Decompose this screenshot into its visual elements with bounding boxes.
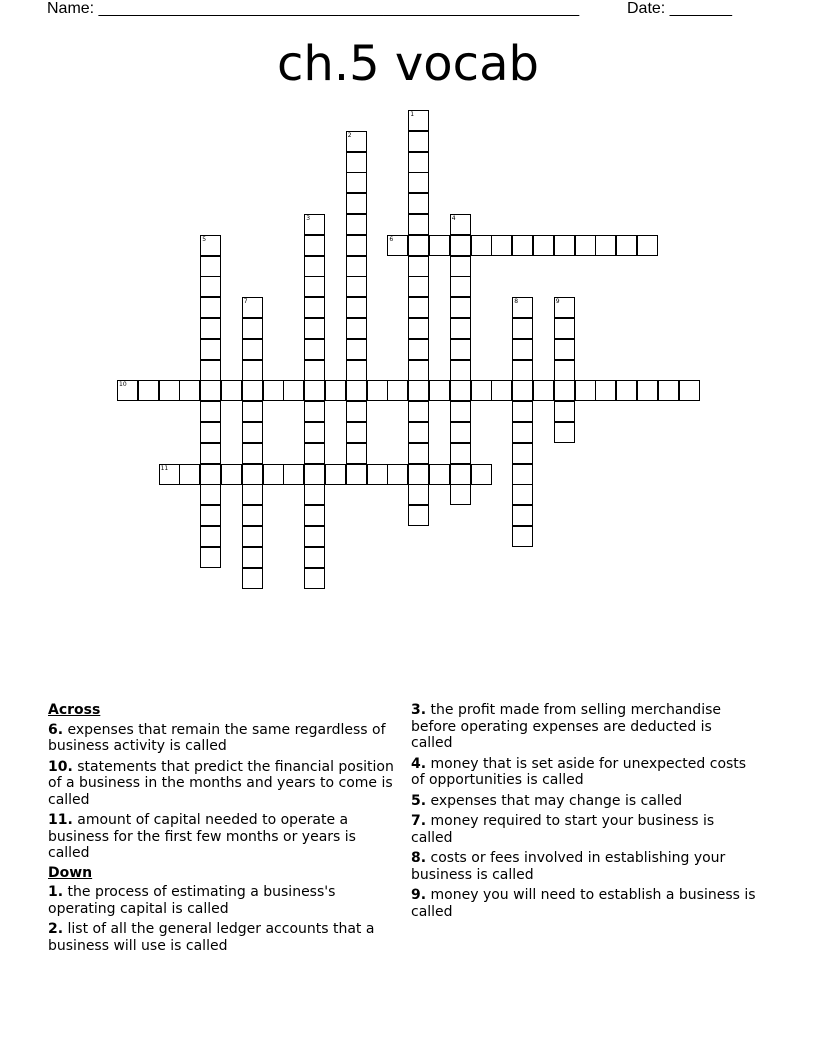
crossword-cell[interactable] bbox=[304, 443, 325, 464]
crossword-cell[interactable] bbox=[221, 464, 242, 485]
clue-text: money that is set aside for unexpected costs of opportunities is called bbox=[411, 755, 747, 788]
crossword-cell[interactable] bbox=[554, 235, 575, 256]
crossword-cell[interactable] bbox=[179, 380, 200, 401]
crossword-cell[interactable] bbox=[450, 360, 471, 381]
clues-column-right bbox=[411, 702, 756, 924]
crossword-cell[interactable] bbox=[304, 214, 325, 235]
crossword-cell[interactable] bbox=[408, 214, 429, 235]
crossword-cell[interactable] bbox=[200, 318, 221, 339]
crossword-cell[interactable] bbox=[242, 464, 263, 485]
across-heading: Across bbox=[48, 702, 101, 718]
crossword-cell[interactable] bbox=[138, 380, 159, 401]
crossword-cell[interactable] bbox=[242, 422, 263, 443]
page-title: ch.5 vocab bbox=[277, 36, 539, 92]
crossword-cell[interactable] bbox=[304, 256, 325, 277]
crossword-cell[interactable] bbox=[408, 318, 429, 339]
crossword-cell[interactable] bbox=[408, 484, 429, 505]
crossword-cell[interactable] bbox=[512, 505, 533, 526]
cell-number: 7 bbox=[243, 298, 248, 306]
crossword-cell[interactable] bbox=[304, 464, 325, 485]
crossword-cell[interactable] bbox=[387, 235, 408, 256]
crossword-cell[interactable] bbox=[408, 235, 429, 256]
clue-text: expenses that may change is called bbox=[430, 792, 683, 809]
crossword-cell[interactable] bbox=[450, 401, 471, 422]
clue-item bbox=[48, 921, 398, 954]
crossword-cell[interactable] bbox=[471, 464, 492, 485]
crossword-cell[interactable] bbox=[512, 484, 533, 505]
crossword-cell[interactable] bbox=[200, 484, 221, 505]
crossword-cell[interactable] bbox=[554, 422, 575, 443]
crossword-cell[interactable] bbox=[304, 318, 325, 339]
crossword-cell[interactable] bbox=[200, 360, 221, 381]
crossword-cell[interactable] bbox=[304, 526, 325, 547]
crossword-cell[interactable] bbox=[304, 422, 325, 443]
cell-number: 5 bbox=[202, 235, 207, 243]
crossword-cell[interactable] bbox=[512, 235, 533, 256]
crossword-cell[interactable] bbox=[304, 401, 325, 422]
clue-item bbox=[48, 722, 398, 755]
crossword-cell[interactable] bbox=[263, 380, 284, 401]
clue-number: 1. bbox=[48, 884, 64, 900]
crossword-cell[interactable] bbox=[512, 422, 533, 443]
date-field[interactable]: Date: _______ bbox=[627, 0, 732, 17]
crossword-cell[interactable] bbox=[450, 256, 471, 277]
crossword-cell[interactable] bbox=[595, 380, 616, 401]
crossword-cell[interactable] bbox=[346, 152, 367, 173]
crossword-cell[interactable] bbox=[512, 297, 533, 318]
clues-section bbox=[48, 702, 768, 962]
clue-item bbox=[411, 702, 756, 752]
cell-number: 1 bbox=[410, 111, 415, 118]
crossword-cell[interactable] bbox=[325, 464, 346, 485]
crossword-cell[interactable] bbox=[637, 235, 658, 256]
crossword-cell[interactable] bbox=[200, 339, 221, 360]
crossword-cell[interactable] bbox=[408, 360, 429, 381]
crossword-cell[interactable] bbox=[512, 339, 533, 360]
clue-text: the profit made from selling merchandise before operating expenses are deducted is called bbox=[411, 702, 721, 751]
crossword-cell[interactable] bbox=[408, 276, 429, 297]
crossword-cell[interactable] bbox=[346, 401, 367, 422]
clue-number: 6. bbox=[48, 721, 64, 738]
name-field[interactable]: Name: ______________________________________________________ bbox=[47, 0, 580, 17]
clue-number: 10. bbox=[48, 758, 73, 775]
crossword-cell[interactable] bbox=[304, 547, 325, 568]
clues-column-left bbox=[48, 702, 398, 958]
cell-number: 11 bbox=[160, 464, 169, 472]
crossword-cell[interactable] bbox=[346, 214, 367, 235]
crossword-cell[interactable] bbox=[512, 380, 533, 401]
crossword-cell[interactable] bbox=[346, 380, 367, 401]
crossword-cell[interactable] bbox=[242, 297, 263, 318]
crossword-cell[interactable] bbox=[512, 464, 533, 485]
down-heading: Down bbox=[48, 864, 93, 881]
crossword-cell[interactable] bbox=[429, 380, 450, 401]
crossword-cell[interactable] bbox=[554, 401, 575, 422]
down-clue-list bbox=[48, 884, 398, 954]
clue-number: 9. bbox=[411, 887, 427, 903]
clue-text: expenses that remain the same regardless of business activity is called bbox=[48, 721, 386, 754]
crossword-cell[interactable] bbox=[512, 401, 533, 422]
crossword-cell[interactable] bbox=[554, 297, 575, 318]
clue-number: 2. bbox=[48, 921, 64, 937]
crossword-cell[interactable] bbox=[512, 443, 533, 464]
clue-item bbox=[48, 812, 398, 862]
crossword-cell[interactable] bbox=[346, 464, 367, 485]
crossword-cell[interactable] bbox=[637, 380, 658, 401]
crossword-cell[interactable] bbox=[346, 297, 367, 318]
crossword-cell[interactable] bbox=[408, 256, 429, 277]
across-clue-list bbox=[48, 722, 398, 862]
clue-text: amount of capital needed to operate a business for the first few months or years is called bbox=[48, 812, 356, 861]
crossword-cell[interactable] bbox=[450, 318, 471, 339]
cell-number: 6 bbox=[389, 235, 394, 243]
crossword-cell[interactable] bbox=[346, 256, 367, 277]
crossword-cell[interactable] bbox=[450, 443, 471, 464]
clue-number: 4. bbox=[411, 755, 427, 772]
clue-text: list of all the general ledger accounts that a business will use is called bbox=[48, 921, 375, 954]
cell-number: 9 bbox=[555, 298, 560, 306]
crossword-cell[interactable] bbox=[200, 464, 221, 485]
clue-text: the process of estimating a business's operating capital is called bbox=[48, 884, 336, 917]
crossword-cell[interactable] bbox=[346, 193, 367, 214]
crossword-cell[interactable] bbox=[408, 464, 429, 485]
crossword-cell[interactable] bbox=[387, 464, 408, 485]
clue-text: statements that predict the financial position of a business in the months and years to come is called bbox=[48, 758, 394, 808]
crossword-cell[interactable] bbox=[450, 464, 471, 485]
crossword-cell[interactable] bbox=[512, 318, 533, 339]
crossword-cell[interactable] bbox=[616, 235, 637, 256]
cell-number: 8 bbox=[514, 298, 519, 306]
crossword-cell[interactable] bbox=[408, 172, 429, 193]
crossword-cell[interactable] bbox=[429, 235, 450, 256]
crossword-cell[interactable] bbox=[200, 380, 221, 401]
clue-item bbox=[411, 850, 756, 883]
cell-number: 10 bbox=[119, 381, 127, 389]
crossword-cell[interactable] bbox=[512, 360, 533, 381]
crossword-cell[interactable] bbox=[346, 276, 367, 297]
cell-number: 3 bbox=[306, 215, 311, 222]
crossword-cell[interactable] bbox=[408, 110, 429, 131]
clue-item bbox=[411, 887, 756, 920]
crossword-cell[interactable] bbox=[200, 401, 221, 422]
crossword-cell[interactable] bbox=[450, 297, 471, 318]
clue-number: 3. bbox=[411, 702, 427, 718]
crossword-cell[interactable] bbox=[242, 401, 263, 422]
crossword-cell[interactable] bbox=[304, 297, 325, 318]
crossword-cell[interactable] bbox=[408, 505, 429, 526]
crossword-cell[interactable] bbox=[408, 297, 429, 318]
crossword-cell[interactable] bbox=[429, 464, 450, 485]
crossword-cell[interactable] bbox=[242, 484, 263, 505]
crossword-cell[interactable] bbox=[159, 380, 180, 401]
crossword-cell[interactable] bbox=[408, 131, 429, 152]
crossword-cell[interactable] bbox=[450, 339, 471, 360]
crossword-cell[interactable] bbox=[200, 547, 221, 568]
crossword-cell[interactable] bbox=[242, 568, 263, 589]
crossword-cell[interactable] bbox=[242, 380, 263, 401]
crossword-cell[interactable] bbox=[200, 297, 221, 318]
crossword-cell[interactable] bbox=[450, 214, 471, 235]
clue-text: money you will need to establish a business is called bbox=[411, 887, 756, 920]
crossword-cell[interactable] bbox=[512, 526, 533, 547]
clue-item bbox=[411, 793, 756, 810]
clue-item bbox=[411, 813, 756, 846]
crossword-cell[interactable] bbox=[200, 235, 221, 256]
crossword-cell[interactable] bbox=[304, 360, 325, 381]
crossword-cell[interactable] bbox=[242, 360, 263, 381]
crossword-cell[interactable] bbox=[450, 484, 471, 505]
cell-number: 2 bbox=[347, 131, 352, 139]
crossword-cell[interactable] bbox=[346, 131, 367, 152]
crossword-cell[interactable] bbox=[346, 443, 367, 464]
crossword-cell[interactable] bbox=[408, 401, 429, 422]
crossword-cell[interactable] bbox=[595, 235, 616, 256]
crossword-cell[interactable] bbox=[554, 339, 575, 360]
crossword-cell[interactable] bbox=[200, 276, 221, 297]
clue-item bbox=[48, 884, 398, 917]
crossword-cell[interactable] bbox=[367, 380, 388, 401]
clue-number: 11. bbox=[48, 812, 73, 828]
crossword-cell[interactable] bbox=[450, 422, 471, 443]
crossword-cell[interactable] bbox=[200, 256, 221, 277]
crossword-cell[interactable] bbox=[159, 464, 180, 485]
crossword-cell[interactable] bbox=[242, 339, 263, 360]
crossword-cell[interactable] bbox=[117, 380, 138, 401]
crossword-cell[interactable] bbox=[304, 380, 325, 401]
clue-number: 8. bbox=[411, 850, 427, 866]
clue-number: 5. bbox=[411, 792, 427, 809]
crossword-cell[interactable] bbox=[200, 526, 221, 547]
crossword-cell[interactable] bbox=[408, 380, 429, 401]
clue-number: 7. bbox=[411, 813, 427, 829]
crossword-cell[interactable] bbox=[387, 380, 408, 401]
crossword-cell[interactable] bbox=[263, 464, 284, 485]
crossword-cell[interactable] bbox=[616, 380, 637, 401]
crossword-cell[interactable] bbox=[450, 235, 471, 256]
crossword-cell[interactable] bbox=[221, 380, 242, 401]
crossword-cell[interactable] bbox=[304, 276, 325, 297]
crossword-cell[interactable] bbox=[304, 505, 325, 526]
crossword-cell[interactable] bbox=[200, 422, 221, 443]
crossword-cell[interactable] bbox=[346, 422, 367, 443]
crossword-cell[interactable] bbox=[346, 339, 367, 360]
crossword-cell[interactable] bbox=[491, 235, 512, 256]
crossword-cell[interactable] bbox=[450, 276, 471, 297]
clue-item bbox=[411, 756, 756, 789]
crossword-cell[interactable] bbox=[346, 360, 367, 381]
crossword-cell[interactable] bbox=[283, 380, 304, 401]
crossword-cell[interactable] bbox=[242, 526, 263, 547]
crossword-cell[interactable] bbox=[346, 172, 367, 193]
crossword-cell[interactable] bbox=[408, 339, 429, 360]
crossword-cell[interactable] bbox=[533, 235, 554, 256]
crossword-cell[interactable] bbox=[554, 360, 575, 381]
crossword-cell[interactable] bbox=[367, 464, 388, 485]
crossword-cell[interactable] bbox=[575, 380, 596, 401]
crossword-cell[interactable] bbox=[304, 235, 325, 256]
crossword-cell[interactable] bbox=[450, 380, 471, 401]
crossword-cell[interactable] bbox=[346, 235, 367, 256]
crossword-cell[interactable] bbox=[304, 339, 325, 360]
crossword-cell[interactable] bbox=[679, 380, 700, 401]
crossword-cell[interactable] bbox=[242, 547, 263, 568]
cell-number: 4 bbox=[451, 215, 456, 222]
crossword-cell[interactable] bbox=[325, 380, 346, 401]
crossword-cell[interactable] bbox=[242, 505, 263, 526]
crossword-cell[interactable] bbox=[471, 380, 492, 401]
crossword-cell[interactable] bbox=[179, 464, 200, 485]
crossword-cell[interactable] bbox=[242, 318, 263, 339]
crossword-cell[interactable] bbox=[200, 505, 221, 526]
clue-text: costs or fees involved in establishing your business is called bbox=[411, 850, 726, 883]
crossword-cell[interactable] bbox=[283, 464, 304, 485]
crossword-cell[interactable] bbox=[242, 443, 263, 464]
crossword-cell[interactable] bbox=[346, 318, 367, 339]
crossword-cell[interactable] bbox=[304, 568, 325, 589]
crossword-cell[interactable] bbox=[533, 380, 554, 401]
down-clue-list-continued bbox=[411, 702, 756, 920]
crossword-cell[interactable] bbox=[554, 380, 575, 401]
crossword-cell[interactable] bbox=[304, 484, 325, 505]
crossword-cell[interactable] bbox=[408, 422, 429, 443]
crossword-cell[interactable] bbox=[491, 380, 512, 401]
crossword-cell[interactable] bbox=[200, 443, 221, 464]
clue-text: money required to start your business is called bbox=[411, 813, 715, 846]
crossword-cell[interactable] bbox=[408, 443, 429, 464]
crossword-cell[interactable] bbox=[554, 318, 575, 339]
clue-item bbox=[48, 759, 398, 809]
crossword-cell[interactable] bbox=[408, 193, 429, 214]
crossword-cell[interactable] bbox=[408, 152, 429, 173]
crossword-cell[interactable] bbox=[471, 235, 492, 256]
crossword-cell[interactable] bbox=[575, 235, 596, 256]
crossword-cell[interactable] bbox=[658, 380, 679, 401]
